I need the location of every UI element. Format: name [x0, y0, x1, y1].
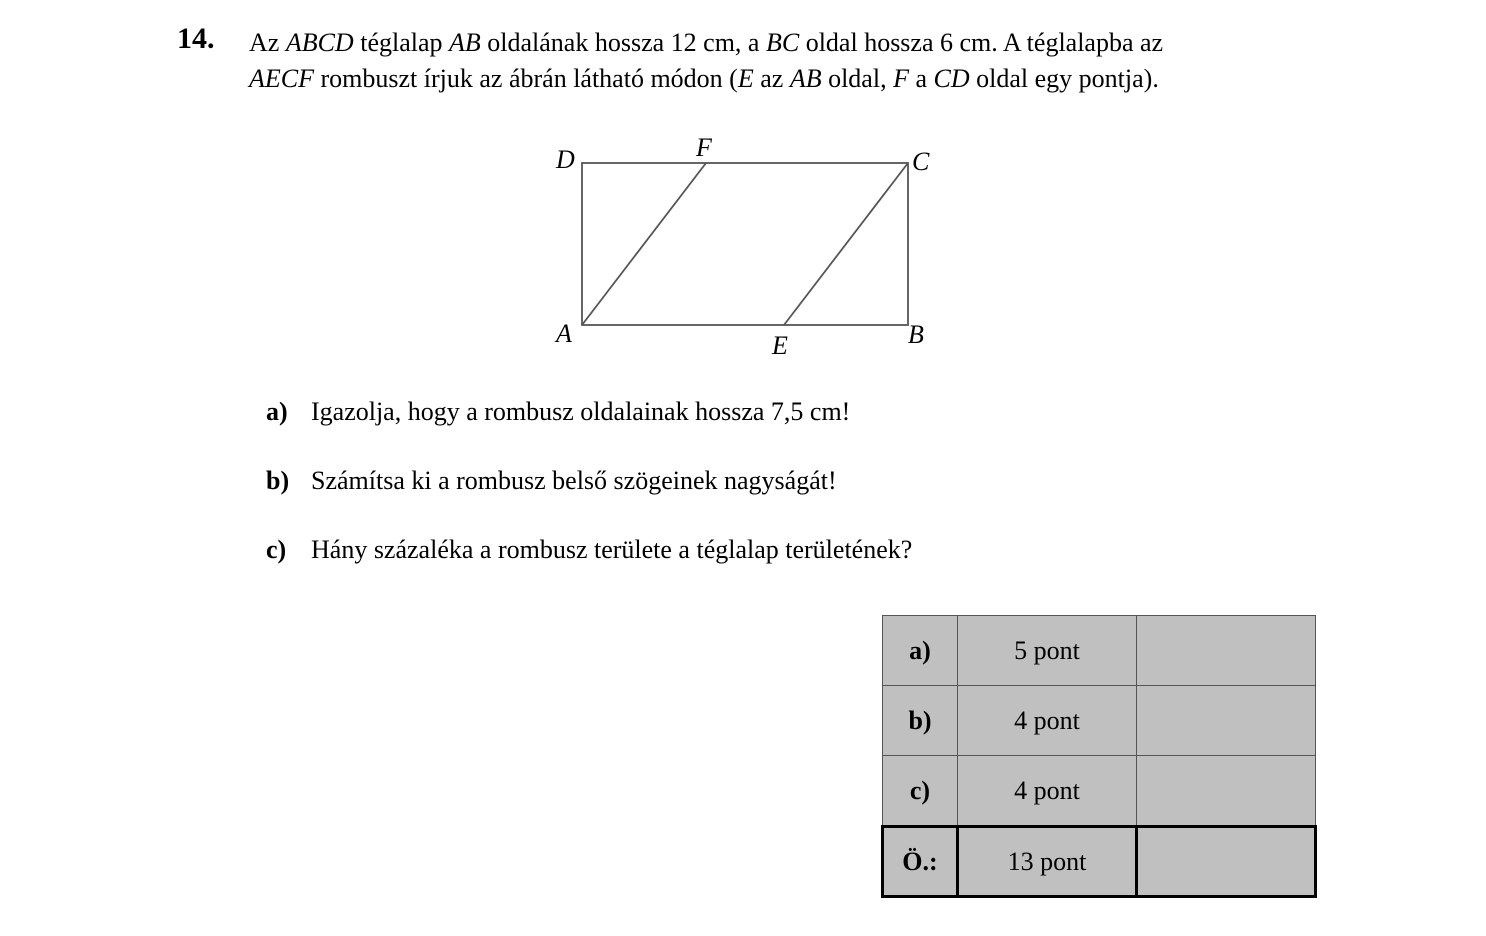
statement-math: E — [737, 64, 754, 93]
score-max-points: 4 pont — [958, 686, 1137, 756]
question-label: b) — [266, 466, 290, 495]
statement-math: CD — [933, 64, 970, 93]
rectangle-rhombus-figure — [540, 130, 960, 360]
score-row — [883, 686, 1316, 756]
statement-math: ABCD — [285, 28, 354, 57]
question-label: a) — [266, 397, 288, 426]
score-earned-cell[interactable] — [1137, 616, 1316, 686]
score-row — [883, 616, 1316, 686]
vertex-label-f: F — [696, 133, 712, 162]
vertex-label-b: B — [908, 320, 924, 349]
score-total-points: 13 pont — [958, 827, 1137, 897]
statement-text: oldalának hossza 12 cm, a — [480, 28, 766, 57]
statement-math: AB — [789, 64, 822, 93]
statement-text: oldal, — [821, 64, 894, 93]
statement-math: AB — [449, 28, 481, 57]
statement-math: F — [893, 64, 909, 93]
statement-text: rombuszt írjuk az ábrán látható módon ( — [314, 64, 738, 93]
score-earned-cell[interactable] — [1137, 686, 1316, 756]
score-part-label: c) — [883, 756, 958, 827]
question-text: Számítsa ki a rombusz belső szögeinek nagyságát! — [311, 466, 837, 495]
statement-text: oldal egy pontja). — [969, 64, 1159, 93]
statement-text: oldal hossza 6 cm. A téglalapba az — [799, 28, 1164, 57]
score-total-label: Ö.: — [883, 827, 958, 897]
score-max-points: 5 pont — [958, 616, 1137, 686]
question-text: Hány százaléka a rombusz területe a téglalap területének? — [311, 535, 913, 564]
question-label: c) — [266, 535, 287, 564]
score-part-label: b) — [883, 686, 958, 756]
problem-statement — [249, 25, 1339, 97]
question-a — [266, 397, 850, 427]
rectangle-abcd — [582, 163, 908, 325]
score-part-label: a) — [883, 616, 958, 686]
vertex-label-d: D — [556, 145, 575, 174]
vertex-label-a: A — [556, 319, 572, 348]
score-row — [883, 756, 1316, 827]
question-text: Igazolja, hogy a rombusz oldalainak hossza 7,5 cm! — [311, 397, 851, 426]
score-total-earned-cell[interactable] — [1137, 827, 1316, 897]
question-c — [266, 535, 912, 565]
score-earned-cell[interactable] — [1137, 756, 1316, 827]
score-total-row — [883, 827, 1316, 897]
score-table — [881, 615, 1317, 898]
statement-math: AECF — [249, 64, 314, 93]
statement-math: BC — [765, 28, 800, 57]
vertex-label-c: C — [912, 147, 930, 176]
rhombus-side-af — [582, 163, 706, 325]
question-b — [266, 466, 837, 496]
statement-text: téglalap — [353, 28, 450, 57]
vertex-label-e: E — [772, 331, 788, 360]
score-max-points: 4 pont — [958, 756, 1137, 827]
statement-text: a — [908, 64, 934, 93]
statement-text: Az — [249, 28, 286, 57]
rhombus-side-ec — [784, 163, 908, 325]
problem-number: 14. — [177, 22, 215, 55]
statement-text: az — [753, 64, 790, 93]
